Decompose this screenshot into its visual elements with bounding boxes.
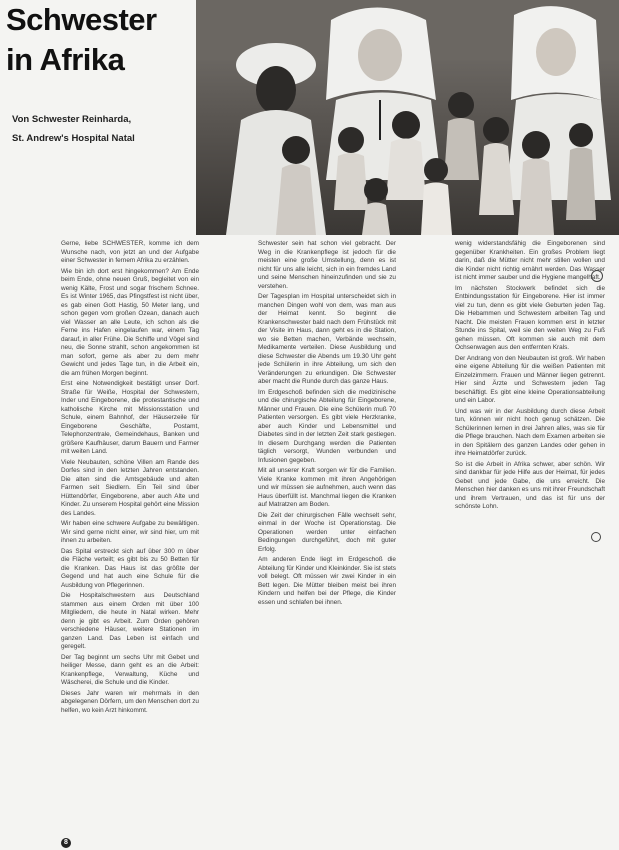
paragraph: Wir haben eine schwere Aufgabe zu bewältigen. Wir sind gerne nicht einer, wir sind hier, um mit ihnen zu arbeiten. <box>61 520 199 544</box>
paragraph: Mit all unserer Kraft sorgen wir für die Familien. Viele Kranke kommen mit ihren Angehörigen und wir müssen sie aufnehmen, auch wenn das Haus überfüllt ist. Manchmal liegen die Kranken auf Matratzen am Boden. <box>258 467 396 508</box>
byline-author: Von Schwester Reinharda, <box>12 114 132 125</box>
paragraph: So ist die Arbeit in Afrika schwer, aber schön. Wir sind dankbar für jede Hilfe aus der Heimat, für jedes Gebet und jede Gabe, die uns erreicht. Die Menschen hier danken es uns mit ihrer Freundschaft und ihrem Vertrauen, und das ist für uns der schönste Lohn. <box>455 460 605 510</box>
paragraph: Dieses Jahr waren wir mehrmals in den abgelegenen Dörfern, um den Menschen dort zu helfen, wo kein Arzt hinkommt. <box>61 689 199 714</box>
binding-hole-icon <box>591 532 601 542</box>
article-photo <box>196 0 619 235</box>
paragraph: Das Spital erstreckt sich auf über 300 m über die Fläche verteilt; es gibt bis zu 50 Betten für die Kranken. Das Haus ist das größte der Gegend und hat auch eine Schule für die Ausbildung von Pflegerinnen. <box>61 547 199 589</box>
paragraph: Und was wir in der Ausbildung durch diese Arbeit tun, können wir nicht hoch genug schätzen. Die Schülerinnen lernen in drei Jahren alles, was sie für die Pflege brauchen. Nach dem Examen arbeiten sie in den Spitälern des ganzen Landes oder gehen in ihre Heimatdörfer zurück. <box>455 407 605 457</box>
title-line-1: Schwester <box>6 2 157 37</box>
text-column-3 <box>455 240 605 846</box>
paragraph: Der Tagesplan im Hospital unterscheidet sich in manchen Dingen wohl von dem, was man aus der Heimat kennt. So beginnt die Krankenschwester bald nach dem Frühstück mit der Visite im Haus, dann geht es in die Station, wo sie Betten machen, Verbände wechseln, Medikamente verteilen. Diese Ausbildung und diese Schwester die Abends um 19.30 Uhr geht jede Schülerin in ihre Abteilung, um sich den Veränderungen zu erkundigen. Die Schwester aber macht die Runde durch das ganze Haus. <box>258 293 396 385</box>
paragraph: Im nächsten Stockwerk befindet sich die Entbindungsstation für Eingeborene. Hier ist immer viel zu tun, denn es gibt viele Geburten jeden Tag. Die Hebammen und Schwestern arbeiten Tag und Nacht. Die meisten Frauen kommen erst in letzter Stunde ins Spital, weil sie den weiten Weg zu Fuß gehen müssen. Oft kommen sie auch mit dem Ochsenwagen aus den entfernten Krals. <box>455 284 605 351</box>
paragraph: Wie bin ich dort erst hingekommen? Am Ende beim Ende, ohne neuen Gruß, begleitet von ein wenig Kälte, Frost und sogar frischem Schnee. Es ist Winter 1965, das Pfingstfest ist nicht über, es gab einen Gott Hastig, 50 Meter lang, und schon gegen vom großen Ozean, danach auch viel Wasser an alle Leute, ich schon als die Ferne ins Hafen eingelaufen war, einem Tag darauf, in aller Frühe. Die Schiffe und Vögel sind neu, die Sonne strahlt, schon angekommen ist man sofort, gerne als aber zu dem mehr Gewicht und jedes Tage tun, in die Arbeit ein, die am frühen Morgen beginnt. <box>61 267 199 377</box>
paragraph: wenig widerstandsfähig die Eingeborenen sind gegenüber Krankheiten. Ein großes Problem liegt darin, daß die Mütter nicht mehr stillen wollen und die Kinder nicht richtig ernährt werden. Das Wasser ist nicht immer sauber und die Hygiene mangelhaft. <box>455 240 605 281</box>
paragraph: Erst eine Notwendigkeit bestätigt unser Dorf. Straße für Weiße, Hospital der Schwestern, Inder und Eingeborene, die protestantische und katholische Kirche mit Missionsstation und Schule, einem Bahnhof, der Häuserzeile für Eingeborene Geschäfte, Postamt, Telephonzentrale, Gemeindehaus, Banken und größere Kaufhäuser, darum Bauern und Farmer mit weiten Land. <box>61 380 199 455</box>
paragraph: Am anderen Ende liegt im Erdgeschoß die Abteilung für Kinder und Kleinkinder. Sie ist stets voll belegt. Oft müssen wir zwei Kinder in ein Bett legen. Die Mütter bleiben meist bei ihren Kindern und helfen bei der Pflege, die Kinder essen und schlafen bei ihnen. <box>258 556 396 606</box>
page-number: 8 <box>61 838 71 848</box>
text-column-2 <box>258 240 396 846</box>
paragraph: Die Hospitalschwestern aus Deutschland stammen aus einem Orden mit über 100 Mitgliedern, die heute in Natal wirken. Mehr denn je gibt es Arbeit. Zum Orden gehören verschiedene Häuser, weitere Stationen im ganzen Land. Das Leben ist einfach und geregelt. <box>61 592 199 650</box>
article-body <box>0 240 619 848</box>
article-title <box>6 0 157 80</box>
binding-hole-icon <box>591 270 603 282</box>
paragraph: Schwester sein hat schon viel gebracht. Der Weg in die Krankenpflege ist jedoch für die meisten eine große Umstellung, denn es ist nicht für uns alle leicht, sich in ein fremdes Land und seine Menschen hineinzufinden und sie zu verstehen. <box>258 240 396 290</box>
title-line-2: in Afrika <box>6 42 125 77</box>
byline <box>12 110 135 148</box>
paragraph: Im Erdgeschoß befinden sich die medizinische und die chirurgische Abteilung für Eingeborene, Männer und Frauen. Die eine Schülerin muß 70 Patienten versorgen. Es gibt viele Herzkranke, aber auch Kinder und Lebensmittel und Diabetes sind in der letzten Zeit stark gestiegen. In diesem Durchgang werden die Patienten täglich versorgt, Wunden verbunden und Infusionen gegeben. <box>258 388 396 464</box>
paragraph: Der Tag beginnt um sechs Uhr mit Gebet und heiliger Messe, dann geht es an die Arbeit: Krankenpflege, Verwaltung, Küche und Wäscherei, die Schule und die Kinder. <box>61 653 199 686</box>
paragraph: Die Zeit der chirurgischen Fälle wechselt sehr, einmal in der Woche ist Operationstag. Die Operationen werden unter einfachen Bedingungen durchgeführt, doch mit guter Erfolg. <box>258 511 396 553</box>
text-column-1 <box>61 240 199 846</box>
paragraph: Gerne, liebe SCHWESTER, komme ich dem Wunsche nach, von jetzt an und der Aufgabe einer Schwester in fernem Afrika zu erzählen. <box>61 240 199 264</box>
paragraph: Der Andrang von den Neubauten ist groß. Wir haben eine eigene Abteilung für die weißen Patienten mit Einzelzimmern. Frauen und Männer liegen getrennt. Hier sind Ärzte und Schwestern jeden Tag beschäftigt. Es gibt eine kleine Operationsabteilung und ein Labor. <box>455 354 605 404</box>
photo-nuns-with-children-icon <box>196 0 619 235</box>
byline-place: St. Andrew's Hospital Natal <box>12 133 135 144</box>
paragraph: Viele Neubauten, schöne Villen am Rande des Dorfes sind in den letzten Jahren entstanden. Die alten sind die Amtsgebäude und alten Farmen seit Siedlern. Ein Teil sind über Hüttendörfer, Eingeborene, aber auch Alte und Kinder. Zu unserem Hospital gehört eine Mission des Landes. <box>61 458 199 517</box>
